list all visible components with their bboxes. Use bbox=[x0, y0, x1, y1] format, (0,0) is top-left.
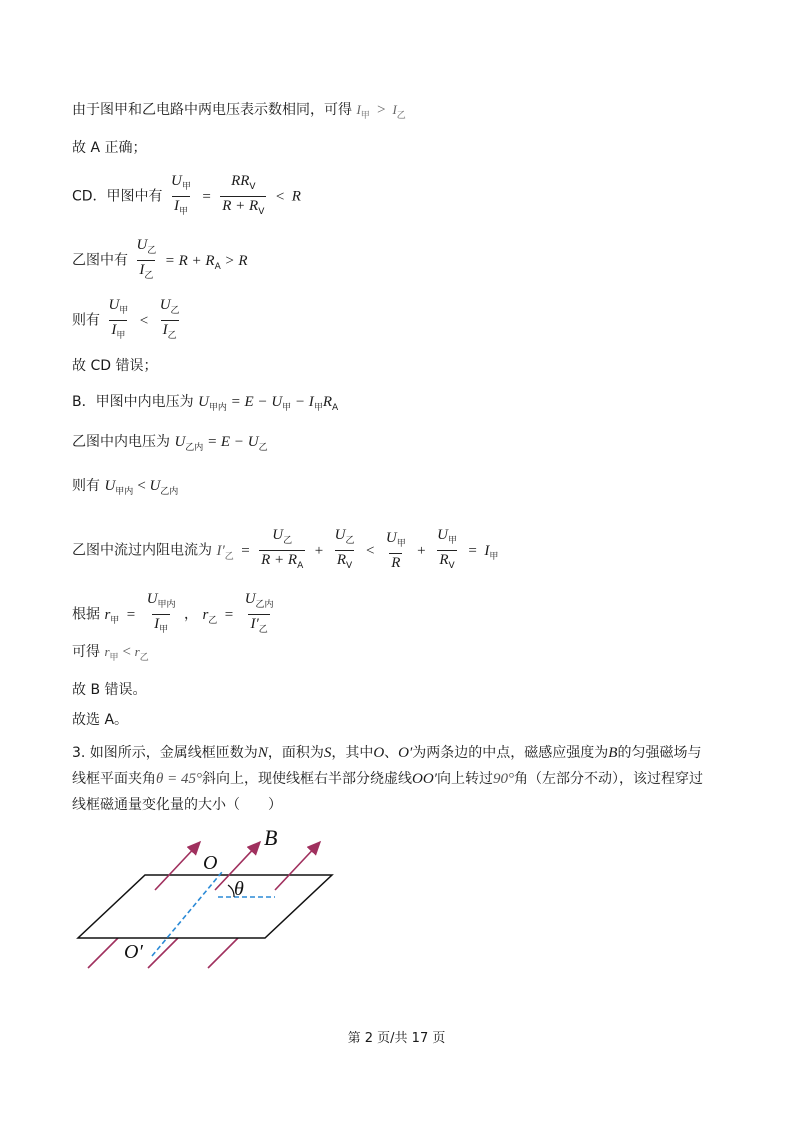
label-O-prime: O′ bbox=[124, 941, 143, 963]
fraction-1: $U_乙$ $R + R_A$ bbox=[259, 526, 305, 575]
line-yi-internal: 乙图中内电压为 $U_{乙内} = E - U_乙$ bbox=[72, 434, 268, 453]
fraction-r-yi: $U_{乙内}$ $I'_乙$ bbox=[243, 590, 276, 639]
line-choose-a: 故选 A。 bbox=[72, 712, 129, 728]
line-r-compare: 可得 $r_甲 < r_乙$ bbox=[72, 644, 149, 663]
line-yi-current: 乙图中流过内阻电流为 $I'_乙$ = $U_乙$ $R + R_A$ + $U_乙$ $R_V$ < $U_甲$ R + $U_甲$ $R_V$ = $I_甲$ bbox=[72, 526, 498, 575]
label-theta: θ bbox=[234, 878, 244, 900]
line-cd-jia: CD．甲图中有 $U_甲$ $I_甲$ = $RR_V$ $R + R_V$ < R bbox=[72, 172, 301, 221]
fraction-u-over-i-jia: $U_甲$ $I_甲$ bbox=[169, 172, 193, 221]
line-b-jia-internal: B．甲图中内电压为 $U_{甲内} = E - U_甲 - I_甲R_A$ bbox=[72, 394, 339, 413]
label-B: B bbox=[264, 825, 278, 850]
line-internal-compare: 则有 $U_{甲内} < U_{乙内}$ bbox=[72, 478, 179, 497]
text: 由于图甲和乙电路中两电压表示数相同，可得 bbox=[72, 102, 352, 118]
fraction-parallel-resistance: $RR_V$ $R + R_V$ bbox=[220, 172, 266, 221]
line-conclusion-current bbox=[72, 100, 406, 126]
page-footer: 第 2 页/共 17 页 bbox=[347, 1031, 446, 1046]
fraction-r-jia: $U_{甲内}$ $I_甲$ bbox=[145, 590, 178, 639]
line-compare-ratios: 则有 $U_甲$ $I_甲$ < $U_乙$ $I_乙$ bbox=[72, 296, 184, 345]
formula-current-compare: $I_甲 > I_乙$ bbox=[356, 102, 406, 121]
question-3 bbox=[72, 740, 712, 818]
fraction-4: $U_甲$ $R_V$ bbox=[435, 526, 459, 575]
fraction-u-over-i-yi: $U_乙$ $I_乙$ bbox=[134, 236, 158, 285]
line-b-wrong: 故 B 错误。 bbox=[72, 682, 147, 698]
line-resistance-def: 根据 $r_甲$ = $U_{甲内}$ $I_甲$ ， $r_乙$ = $U_{乙内}$ $I'_乙$ bbox=[72, 590, 278, 639]
label-O: O bbox=[203, 852, 218, 874]
wire-frame bbox=[78, 875, 332, 938]
fraction-yi: $U_乙$ $I_乙$ bbox=[158, 296, 182, 345]
line-yi: 乙图中有 $U_乙$ $I_乙$ = $R + R_A > R$ bbox=[72, 236, 248, 285]
line-cd-wrong: 故 CD 错误； bbox=[72, 358, 158, 374]
fraction-jia: $U_甲$ $I_甲$ bbox=[106, 296, 130, 345]
line-a-correct: 故 A 正确； bbox=[72, 140, 147, 156]
question-line-2: 线框平面夹角θ = 45°斜向上，现使线框右半部分绕虚线OO′向上转过90°角（左部分不动），该过程穿过 bbox=[72, 771, 703, 787]
fraction-3: $U_甲$ R bbox=[385, 530, 406, 571]
question-line-3: 线框磁通量变化量的大小（ ） bbox=[72, 797, 282, 813]
question-line-1: 3. 如图所示，金属线框匝数为N，面积为S，其中O、O′为两条边的中点，磁感应强度为B的匀强磁场与 bbox=[72, 745, 702, 761]
fraction-2: $U_乙$ $R_V$ bbox=[333, 526, 357, 575]
magnetic-field-frame-figure bbox=[60, 820, 360, 980]
